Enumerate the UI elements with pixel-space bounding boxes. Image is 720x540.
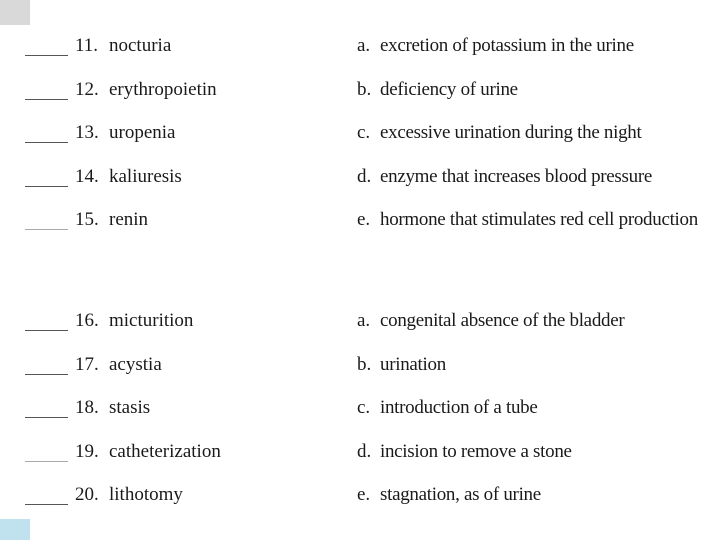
term: stasis xyxy=(109,397,151,418)
answer-blank[interactable] xyxy=(25,417,68,418)
term: micturition xyxy=(109,310,194,331)
matching-row-16 xyxy=(0,308,720,338)
definition-letter: b. xyxy=(357,354,372,375)
matching-row-18 xyxy=(0,395,720,425)
term: erythropoietin xyxy=(109,79,217,100)
definition: introduction of a tube xyxy=(380,397,538,418)
definition-letter: d. xyxy=(357,441,372,462)
term: nocturia xyxy=(109,35,172,56)
matching-row-11 xyxy=(0,33,720,63)
definition: congenital absence of the bladder xyxy=(380,310,625,331)
definition: deficiency of urine xyxy=(380,79,518,100)
matching-row-15 xyxy=(0,207,720,237)
term: catheterization xyxy=(109,441,221,462)
answer-blank[interactable] xyxy=(25,330,68,331)
definition: stagnation, as of urine xyxy=(380,484,541,505)
answer-blank[interactable] xyxy=(25,186,68,187)
item-number: 18. xyxy=(75,397,99,418)
definition: excretion of potassium in the urine xyxy=(380,35,634,56)
definition-letter: a. xyxy=(357,35,371,56)
answer-blank[interactable] xyxy=(25,142,68,143)
definition-letter: b. xyxy=(357,79,372,100)
definition-letter: e. xyxy=(357,209,371,230)
item-number: 12. xyxy=(75,79,99,100)
answer-blank[interactable] xyxy=(25,461,68,462)
definition-letter: c. xyxy=(357,122,371,143)
definition: enzyme that increases blood pressure xyxy=(380,166,652,187)
term: acystia xyxy=(109,354,162,375)
matching-row-20 xyxy=(0,482,720,512)
answer-blank[interactable] xyxy=(25,374,68,375)
answer-blank[interactable] xyxy=(25,504,68,505)
item-number: 11. xyxy=(75,35,99,56)
item-number: 15. xyxy=(75,209,99,230)
answer-blank[interactable] xyxy=(25,229,68,230)
item-number: 20. xyxy=(75,484,99,505)
answer-blank[interactable] xyxy=(25,55,68,56)
definition-letter: d. xyxy=(357,166,372,187)
term: renin xyxy=(109,209,149,230)
definition-letter: e. xyxy=(357,484,371,505)
matching-row-13 xyxy=(0,120,720,150)
definition: urination xyxy=(380,354,446,375)
definition: excessive urination during the night xyxy=(380,122,642,143)
definition: incision to remove a stone xyxy=(380,441,572,462)
corner-block-bottom xyxy=(0,519,30,540)
matching-row-17 xyxy=(0,352,720,382)
definition: hormone that stimulates red cell production xyxy=(380,209,698,230)
item-number: 17. xyxy=(75,354,99,375)
term: lithotomy xyxy=(109,484,183,505)
definition-letter: c. xyxy=(357,397,371,418)
term: kaliuresis xyxy=(109,166,182,187)
matching-row-12 xyxy=(0,77,720,107)
item-number: 13. xyxy=(75,122,99,143)
definition-letter: a. xyxy=(357,310,371,331)
answer-blank[interactable] xyxy=(25,99,68,100)
corner-block-top xyxy=(0,0,30,25)
matching-row-14 xyxy=(0,164,720,194)
item-number: 16. xyxy=(75,310,99,331)
matching-row-19 xyxy=(0,439,720,469)
item-number: 19. xyxy=(75,441,99,462)
term: uropenia xyxy=(109,122,176,143)
item-number: 14. xyxy=(75,166,99,187)
